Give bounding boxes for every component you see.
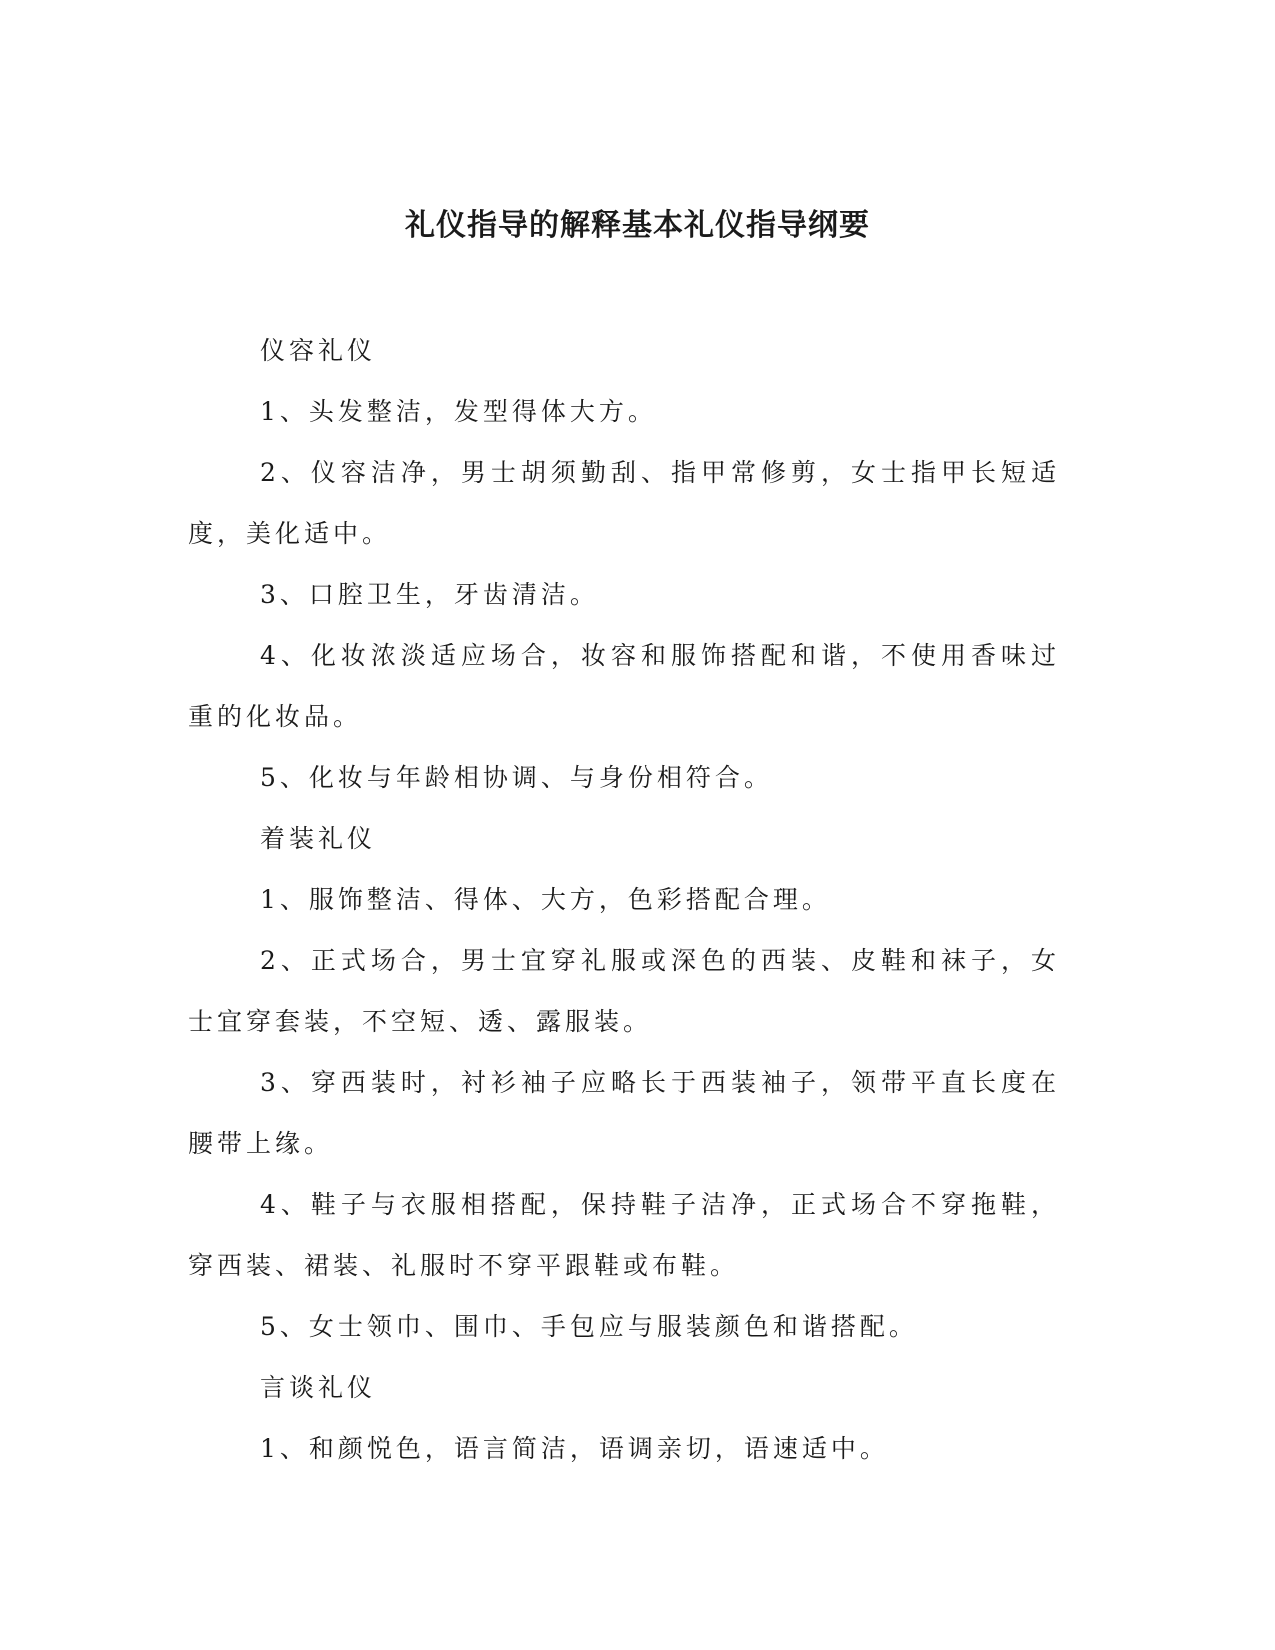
paragraph: 1、服饰整洁、得体、大方，色彩搭配合理。 bbox=[260, 885, 831, 914]
paragraph: 2、仪容洁净，男士胡须勤刮、指甲常修剪，女士指甲长短适度，美化适中。 bbox=[188, 458, 1060, 548]
section-heading-speech: 言谈礼仪 bbox=[260, 1373, 377, 1402]
paragraph: 3、穿西装时，衬衫袖子应略长于西装袖子，领带平直长度在腰带上缘。 bbox=[188, 1068, 1060, 1158]
section-heading-dress: 着装礼仪 bbox=[260, 824, 377, 853]
paragraph: 1、头发整洁，发型得体大方。 bbox=[260, 397, 657, 426]
paragraph: 4、化妆浓淡适应场合，妆容和服饰搭配和谐，不使用香味过重的化妆品。 bbox=[188, 641, 1060, 731]
paragraph: 1、和颜悦色，语言简洁，语调亲切，语速适中。 bbox=[260, 1434, 889, 1463]
document-body bbox=[188, 320, 1060, 1479]
paragraph: 5、化妆与年龄相协调、与身份相符合。 bbox=[260, 763, 773, 792]
section-heading-appearance: 仪容礼仪 bbox=[260, 336, 377, 365]
paragraph: 5、女士领巾、围巾、手包应与服装颜色和谐搭配。 bbox=[260, 1312, 918, 1341]
paragraph: 2、正式场合，男士宜穿礼服或深色的西装、皮鞋和袜子，女士宜穿套装，不空短、透、露服装。 bbox=[188, 946, 1060, 1036]
paragraph: 4、鞋子与衣服相搭配，保持鞋子洁净，正式场合不穿拖鞋，穿西装、裙装、礼服时不穿平跟鞋或布鞋。 bbox=[188, 1190, 1060, 1280]
paragraph: 3、口腔卫生，牙齿清洁。 bbox=[260, 580, 599, 609]
document-title: 礼仪指导的解释基本礼仪指导纲要 bbox=[405, 208, 870, 243]
